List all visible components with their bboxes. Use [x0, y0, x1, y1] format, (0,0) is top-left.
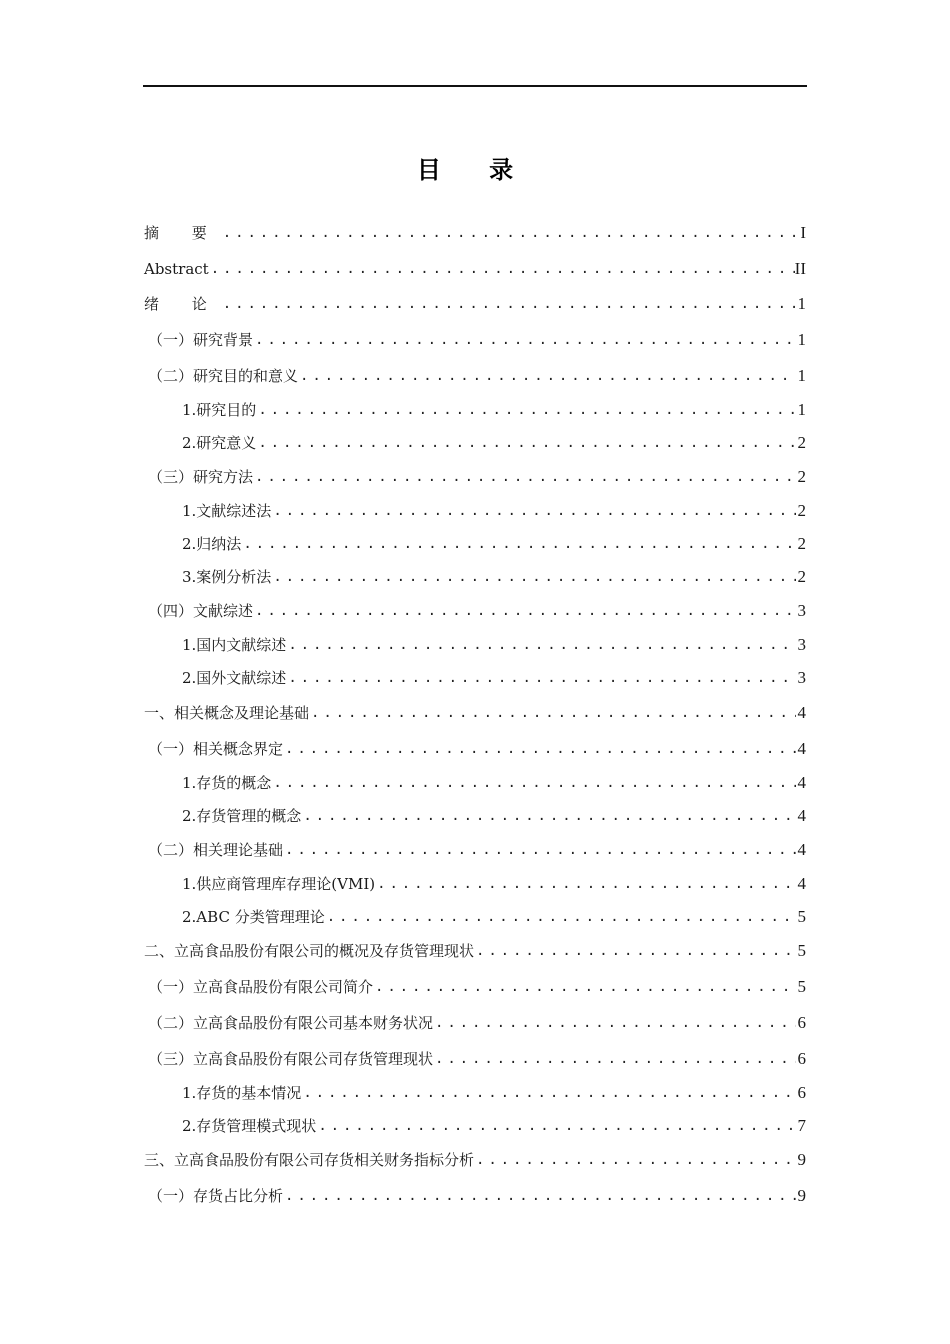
dot-leader: [301, 1083, 796, 1103]
toc-entry[interactable]: [144, 631, 806, 655]
toc-entry-label: （一）存货占比分析: [148, 1187, 284, 1205]
toc-entry-label: （一）立高食品股份有限公司简介: [148, 978, 374, 996]
toc-page-number: 6: [797, 1013, 806, 1032]
dot-leader: [286, 635, 796, 655]
toc-entry-label: 一、相关概念及理论基础: [144, 704, 310, 722]
toc-page-number: 6: [797, 1083, 806, 1102]
toc-entry[interactable]: [144, 1009, 806, 1033]
toc-entry-label: 1.文献综述法: [182, 502, 272, 520]
toc-entry-label: 1.研究目的: [182, 401, 257, 419]
dot-leader: [316, 1116, 796, 1136]
toc-entry-label: 3.案例分析法: [182, 568, 272, 586]
toc-entry-label: 绪 论: [144, 295, 221, 313]
toc-entry[interactable]: [144, 290, 806, 314]
dot-leader: [286, 668, 796, 688]
toc-entry[interactable]: [144, 255, 806, 279]
toc-entry-label: 1.国内文献综述: [182, 636, 287, 654]
dot-leader: [256, 433, 796, 453]
toc-entry[interactable]: [144, 903, 806, 927]
dot-leader: [474, 941, 796, 961]
toc-page-number: 2: [797, 567, 806, 586]
toc-entry[interactable]: [144, 530, 806, 554]
dot-leader: [283, 1186, 796, 1206]
toc-page-number: 1: [797, 400, 806, 419]
toc-entry-label: 2.存货管理的概念: [182, 807, 302, 825]
toc-entry-label: 二、立高食品股份有限公司的概况及存货管理现状: [144, 942, 475, 960]
toc-entry-label: 2.研究意义: [182, 434, 257, 452]
toc-page-number: 3: [797, 668, 806, 687]
toc-entry[interactable]: [144, 1112, 806, 1136]
toc-page-number: 5: [797, 907, 806, 926]
dot-leader: [256, 400, 796, 420]
dot-leader: [433, 1013, 796, 1033]
toc-entry-label: 1.存货的基本情况: [182, 1084, 302, 1102]
dot-leader: [271, 501, 796, 521]
dot-leader: [474, 1150, 796, 1170]
toc-entry[interactable]: [144, 735, 806, 759]
toc-entry[interactable]: [144, 326, 806, 350]
toc-entry[interactable]: [144, 563, 806, 587]
dot-leader: [253, 601, 796, 621]
toc-page-number: 4: [797, 739, 806, 758]
toc-entry[interactable]: [144, 362, 806, 386]
toc-page-number: 4: [797, 874, 806, 893]
toc-page-number: 4: [797, 703, 806, 722]
toc-entry-label: 1.供应商管理库存理论(VMI): [182, 875, 376, 893]
dot-leader: [309, 703, 796, 723]
toc-entry-label: （二）研究目的和意义: [148, 367, 299, 385]
toc-page-number: II: [794, 259, 806, 278]
toc-page-number: 9: [797, 1150, 806, 1169]
toc-entry[interactable]: [144, 396, 806, 420]
toc-entry-label: 2.国外文献综述: [182, 669, 287, 687]
toc-page-number: 2: [797, 467, 806, 486]
toc-page-number: 9: [797, 1186, 806, 1205]
toc-page-number: 7: [797, 1116, 806, 1135]
dot-leader: [221, 223, 796, 243]
header-rule: [143, 85, 807, 87]
toc-entry[interactable]: [144, 597, 806, 621]
dot-leader: [298, 366, 796, 386]
toc-entry-label: 2.归纳法: [182, 535, 242, 553]
dot-leader: [433, 1049, 796, 1069]
toc-entry-label: Abstract: [144, 260, 209, 278]
toc-entry-label: （二）立高食品股份有限公司基本财务状况: [148, 1014, 434, 1032]
toc-entry[interactable]: [144, 1182, 806, 1206]
toc-page-number: 4: [797, 806, 806, 825]
dot-leader: [241, 534, 796, 554]
toc-entry[interactable]: [144, 1079, 806, 1103]
toc-entry[interactable]: [144, 870, 806, 894]
toc-entry[interactable]: [144, 836, 806, 860]
dot-leader: [221, 294, 796, 314]
toc-page-number: 2: [797, 534, 806, 553]
toc-entry-label: （四）文献综述: [148, 602, 254, 620]
toc-entry[interactable]: [144, 429, 806, 453]
toc-entry-label: 摘 要: [144, 224, 221, 242]
dot-leader: [253, 467, 796, 487]
toc-page-number: I: [800, 223, 806, 242]
toc-entry[interactable]: [144, 973, 806, 997]
dot-leader: [209, 259, 795, 279]
toc-entry-label: 1.存货的概念: [182, 774, 272, 792]
dot-leader: [283, 840, 796, 860]
toc-page-number: 2: [797, 433, 806, 452]
toc-page-number: 4: [797, 840, 806, 859]
toc-entry[interactable]: [144, 219, 806, 243]
toc-entry[interactable]: [144, 699, 806, 723]
dot-leader: [325, 907, 796, 927]
toc-page-number: 1: [797, 294, 806, 313]
dot-leader: [283, 739, 796, 759]
toc-page-number: 3: [797, 635, 806, 654]
toc-entry[interactable]: [144, 1146, 806, 1170]
toc-entry[interactable]: [144, 664, 806, 688]
dot-leader: [271, 567, 796, 587]
toc-page-number: 4: [797, 773, 806, 792]
toc-entry[interactable]: [144, 463, 806, 487]
dot-leader: [301, 806, 796, 826]
toc-page-number: 1: [797, 366, 806, 385]
toc-entry-label: （三）立高食品股份有限公司存货管理现状: [148, 1050, 434, 1068]
toc-page-number: 3: [797, 601, 806, 620]
dot-leader: [271, 773, 796, 793]
toc-page-number: 6: [797, 1049, 806, 1068]
toc-entry[interactable]: [144, 769, 806, 793]
toc-entry[interactable]: [144, 802, 806, 826]
toc-entry-label: （一）研究背景: [148, 331, 254, 349]
toc-entry-label: （二）相关理论基础: [148, 841, 284, 859]
dot-leader: [253, 330, 796, 350]
toc-page-number: 5: [797, 941, 806, 960]
toc-entry-label: （一）相关概念界定: [148, 740, 284, 758]
toc-entry-label: 2.存货管理模式现状: [182, 1117, 317, 1135]
dot-leader: [375, 874, 796, 894]
toc-title: 目 录: [416, 156, 534, 184]
toc-page-number: 1: [797, 330, 806, 349]
toc-page-number: 5: [797, 977, 806, 996]
toc-entry-label: 2.ABC 分类管理理论: [182, 908, 325, 926]
dot-leader: [373, 977, 796, 997]
toc-entry-label: 三、立高食品股份有限公司存货相关财务指标分析: [144, 1151, 475, 1169]
toc-entry[interactable]: [144, 937, 806, 961]
toc-entry-label: （三）研究方法: [148, 468, 254, 486]
toc-page-number: 2: [797, 501, 806, 520]
toc-entry[interactable]: [144, 497, 806, 521]
toc-entry[interactable]: [144, 1045, 806, 1069]
